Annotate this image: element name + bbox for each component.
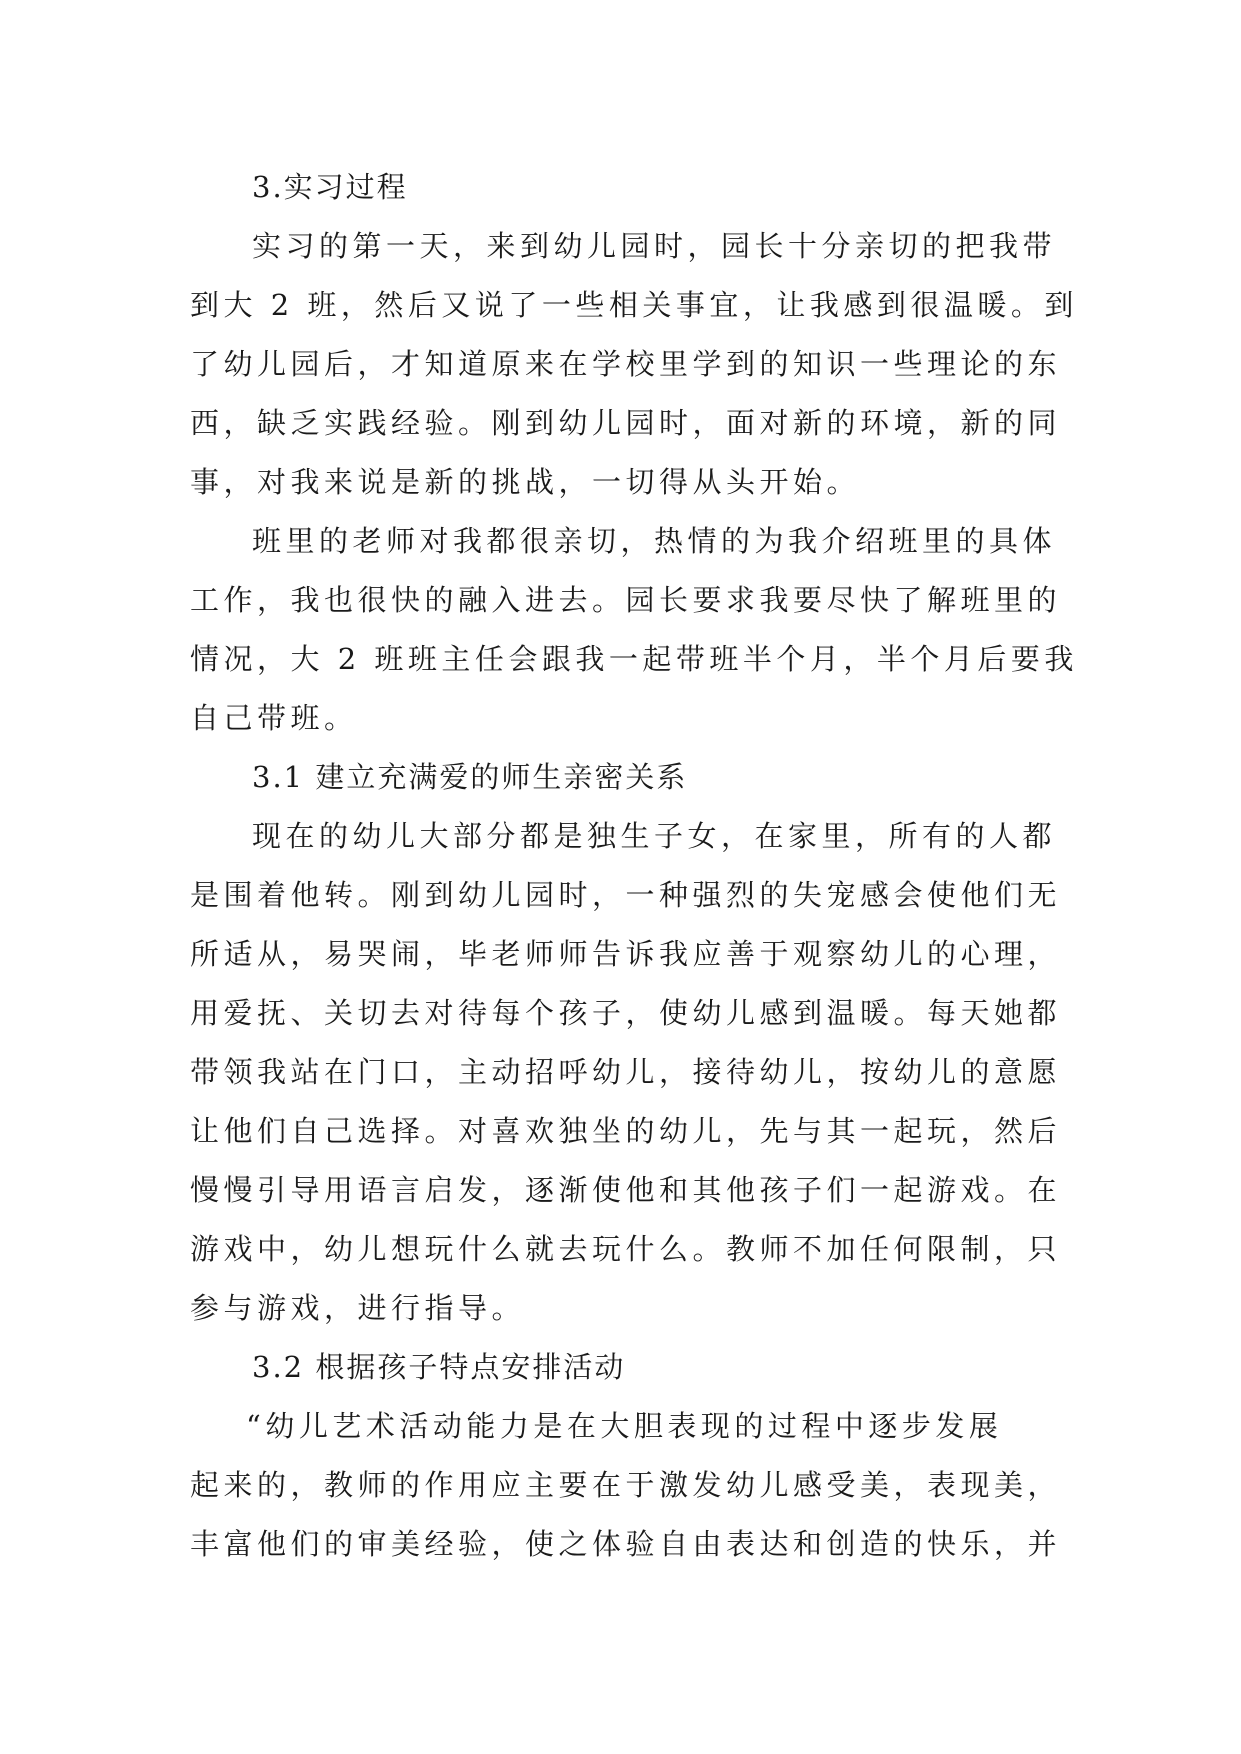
paragraph-line: 西，缺乏实践经验。刚到幼儿园时，面对新的环境，新的同 — [190, 406, 1062, 440]
paragraph-line: 工作，我也很快的融入进去。园长要求我要尽快了解班里的 — [190, 583, 1062, 617]
paragraph-line: 慢慢引导用语言启发，逐渐使他和其他孩子们一起游戏。在 — [190, 1173, 1062, 1207]
document-page — [190, 158, 1078, 1574]
paragraph-line: 班里的老师对我都很亲切，热情的为我介绍班里的具体 — [252, 524, 1057, 558]
paragraph-line: 是围着他转。刚到幼儿园时，一种强烈的失宠感会使他们无 — [190, 878, 1062, 912]
paragraph-teacher-child-relationship — [190, 807, 1062, 1338]
section-heading-3-2: 3.2 根据孩子特点安排活动 — [252, 1350, 626, 1384]
paragraph-line: 事，对我来说是新的挑战，一切得从头开始。 — [190, 465, 861, 499]
paragraph-line: 游戏中，幼儿想玩什么就去玩什么。教师不加任何限制，只 — [190, 1232, 1062, 1266]
paragraph-line: 让他们自己选择。对喜欢独坐的幼儿，先与其一起玩，然后 — [190, 1114, 1062, 1148]
paragraph-first-day — [190, 217, 1078, 512]
section-heading-3-1: 3.1 建立充满爱的师生亲密关系 — [252, 760, 688, 794]
paragraph-line: 现在的幼儿大部分都是独生子女，在家里，所有的人都 — [252, 819, 1057, 853]
paragraph-line: “幼儿艺术活动能力是在大胆表现的过程中逐步发展 — [246, 1409, 1003, 1443]
section-heading-internship-process: 3.实习过程 — [252, 170, 408, 204]
paragraph-line: 带领我站在门口，主动招呼幼儿，接待幼儿，按幼儿的意愿 — [190, 1055, 1062, 1089]
paragraph-class-teachers — [190, 512, 1078, 748]
paragraph-line: 自己带班。 — [190, 701, 358, 735]
paragraph-line: 情况，大 2 班班主任会跟我一起带班半个月，半个月后要我 — [190, 642, 1078, 676]
paragraph-line: 到大 2 班，然后又说了一些相关事宜，让我感到很温暖。到 — [190, 288, 1078, 322]
paragraph-line: 丰富他们的审美经验，使之体验自由表达和创造的快乐，并 — [190, 1527, 1062, 1561]
paragraph-line: 参与游戏，进行指导。 — [190, 1291, 526, 1325]
paragraph-line: 实习的第一天，来到幼儿园时，园长十分亲切的把我带 — [252, 229, 1057, 263]
paragraph-line: 起来的，教师的作用应主要在于激发幼儿感受美，表现美， — [190, 1468, 1062, 1502]
paragraph-line: 所适从，易哭闹，毕老师师告诉我应善于观察幼儿的心理， — [190, 937, 1062, 971]
paragraph-line: 了幼儿园后，才知道原来在学校里学到的知识一些理论的东 — [190, 347, 1062, 381]
paragraph-line: 用爱抚、关切去对待每个孩子，使幼儿感到温暖。每天她都 — [190, 996, 1062, 1030]
paragraph-art-activities — [190, 1397, 1062, 1574]
